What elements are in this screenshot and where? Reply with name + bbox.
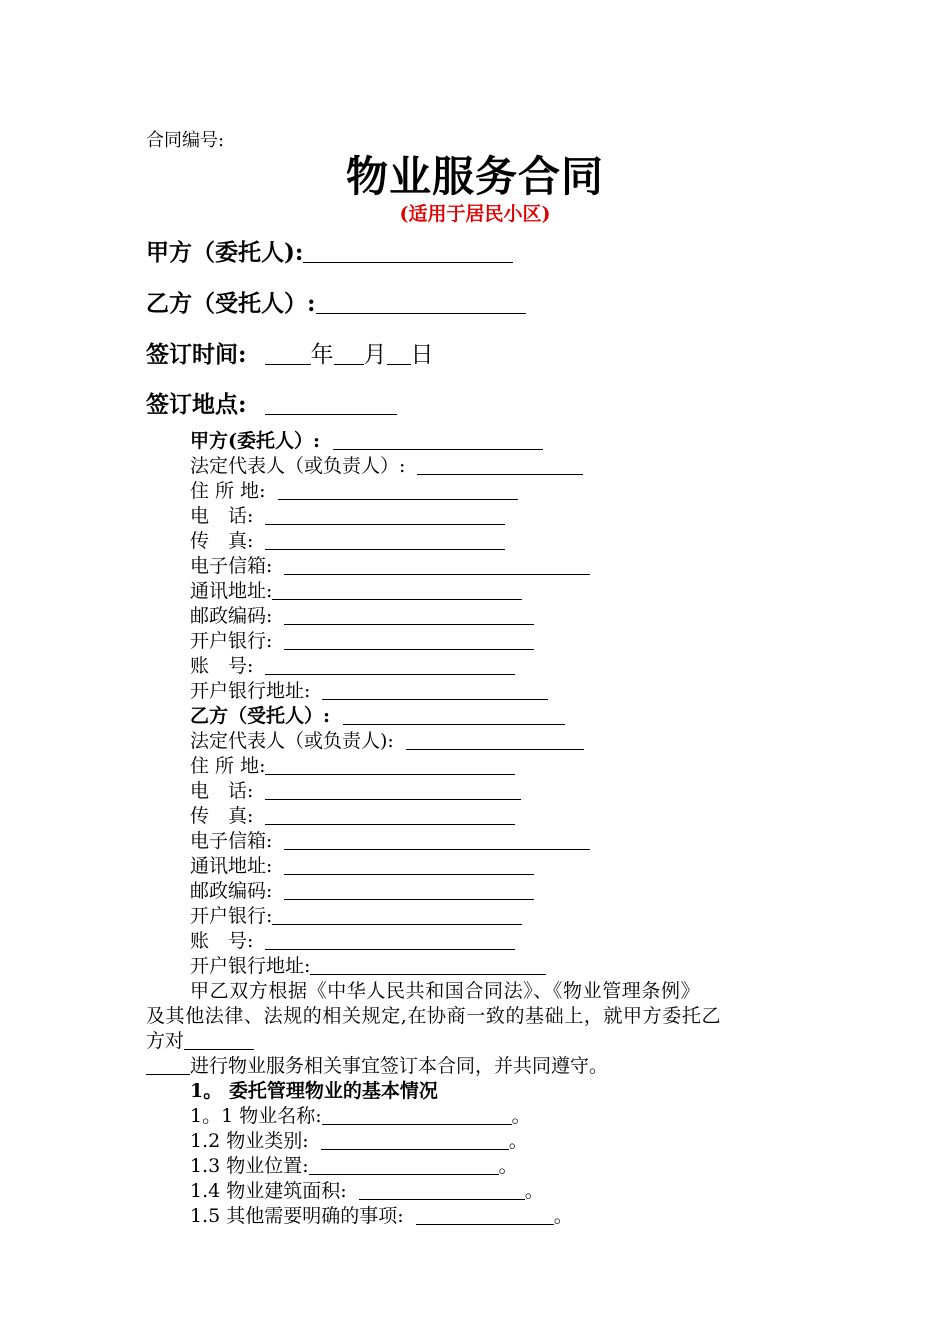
party-b-email	[190, 826, 590, 853]
party-b-bank	[190, 901, 522, 928]
cover-party-b	[146, 285, 526, 318]
party-b-heading	[190, 701, 565, 728]
party-a-bank-label: 开户银行:	[190, 630, 273, 652]
cover-party-b-blank[interactable]	[316, 290, 526, 314]
section-1-heading	[190, 1076, 438, 1103]
section-1-item-3	[190, 1151, 518, 1178]
day-label: 日	[410, 342, 434, 368]
party-a-bank-blank[interactable]	[284, 630, 534, 650]
cover-sign-time	[146, 336, 434, 369]
party-a-heading-label: 甲方(委托人）:	[190, 430, 321, 452]
party-a-postcode-label: 邮政编码:	[190, 605, 273, 627]
section-1-item-2-label: 1.2 物业类别:	[190, 1130, 309, 1152]
party-a-email-blank[interactable]	[284, 555, 590, 575]
party-b-address	[190, 751, 515, 778]
party-a-fax-label: 传 真:	[190, 530, 254, 552]
property-object-blank-cont[interactable]	[146, 1055, 190, 1075]
party-b-account-blank[interactable]	[265, 930, 515, 950]
party-b-address-blank[interactable]	[265, 755, 515, 775]
preamble-line-4-text: 进行物业服务相关事宜签订本合同，并共同遵守。	[190, 1055, 609, 1077]
party-b-bank-address-blank[interactable]	[310, 955, 546, 975]
month-label: 月	[363, 342, 387, 368]
party-b-legal-rep-label: 法定代表人（或负责人):	[190, 730, 394, 752]
party-b-fax-blank[interactable]	[265, 805, 515, 825]
section-1-number: 1	[190, 1080, 204, 1102]
party-b-mail-address	[190, 851, 534, 878]
party-a-address-label: 住 所 地:	[190, 480, 266, 502]
sign-time-label: 签订时间:	[146, 341, 247, 368]
party-a-email-label: 电子信箱:	[190, 555, 273, 577]
party-b-fax-label: 传 真:	[190, 805, 254, 827]
party-a-account	[190, 651, 515, 678]
party-a-email	[190, 551, 590, 578]
party-b-heading-label: 乙方（受托人）:	[190, 705, 331, 727]
party-a-mail-address	[190, 576, 522, 603]
party-a-address-blank[interactable]	[278, 480, 518, 500]
party-a-bank-address-label: 开户银行地址:	[190, 680, 311, 702]
party-b-name-blank[interactable]	[343, 705, 565, 725]
party-a-postcode	[190, 601, 534, 628]
section-1-item-4-label: 1.4 物业建筑面积:	[190, 1180, 347, 1202]
section-1-item-3-label: 1.3 物业位置:	[190, 1155, 309, 1177]
section-1-item-4	[190, 1176, 544, 1203]
party-a-postcode-blank[interactable]	[284, 605, 534, 625]
section-1-heading-text: 。 委托管理物业的基本情况	[203, 1080, 438, 1102]
section-1-item-1-label: 1。1 物业名称:	[190, 1105, 322, 1127]
party-a-phone	[190, 501, 505, 528]
party-a-bank	[190, 626, 534, 653]
other-matters-blank[interactable]	[416, 1205, 554, 1225]
party-a-legal-rep	[190, 451, 583, 478]
party-b-address-label: 住 所 地:	[190, 755, 266, 777]
sign-year-blank[interactable]	[265, 341, 311, 365]
party-b-bank-label: 开户银行:	[190, 905, 273, 927]
cover-party-a-blank[interactable]	[303, 239, 513, 263]
party-a-fax	[190, 526, 505, 553]
party-b-phone-blank[interactable]	[265, 780, 521, 800]
party-a-phone-blank[interactable]	[265, 505, 505, 525]
cover-party-a	[146, 234, 513, 267]
year-label: 年	[310, 342, 334, 368]
preamble-line-4	[146, 1051, 608, 1078]
party-a-address	[190, 476, 518, 503]
party-a-bank-address	[190, 676, 548, 703]
sign-day-blank[interactable]	[387, 341, 411, 365]
party-a-mail-address-blank[interactable]	[272, 580, 522, 600]
property-location-blank[interactable]	[309, 1155, 499, 1175]
party-b-phone	[190, 776, 521, 803]
party-a-account-blank[interactable]	[265, 655, 515, 675]
section-1-item-5	[190, 1201, 573, 1228]
party-b-bank-address	[190, 951, 546, 978]
party-b-bank-address-label: 开户银行地址:	[190, 955, 311, 977]
party-b-postcode-label: 邮政编码:	[190, 880, 273, 902]
party-b-account	[190, 926, 515, 953]
party-b-mail-address-label: 通讯地址:	[190, 855, 273, 877]
page-subtitle: (适用于居民小区)	[399, 203, 551, 225]
party-b-postcode	[190, 876, 534, 903]
sign-place-blank[interactable]	[265, 391, 397, 415]
party-a-name-blank[interactable]	[333, 430, 543, 450]
property-object-blank[interactable]	[184, 1030, 254, 1050]
property-type-blank[interactable]	[321, 1130, 509, 1150]
party-b-mail-address-blank[interactable]	[284, 855, 534, 875]
party-b-fax	[190, 801, 515, 828]
property-name-blank[interactable]	[322, 1105, 512, 1125]
sign-month-blank[interactable]	[334, 341, 364, 365]
period-mark: 。	[511, 1105, 531, 1127]
party-b-legal-rep	[190, 726, 584, 753]
sign-place-label: 签订地点:	[146, 391, 247, 418]
period-mark: 。	[508, 1130, 528, 1152]
party-a-heading	[190, 426, 543, 453]
party-b-email-label: 电子信箱:	[190, 830, 273, 852]
building-area-blank[interactable]	[359, 1180, 525, 1200]
party-b-legal-rep-blank[interactable]	[406, 730, 584, 750]
section-1-item-2	[190, 1126, 528, 1153]
cover-party-b-label: 乙方（受托人）:	[146, 290, 316, 317]
preamble-line-2: 及其他法律、法规的相关规定,在协商一致的基础上，就甲方委托乙	[146, 1005, 722, 1027]
period-mark: 。	[524, 1180, 544, 1202]
party-a-legal-rep-blank[interactable]	[417, 455, 583, 475]
period-mark: 。	[498, 1155, 518, 1177]
period-mark: 。	[553, 1205, 573, 1227]
section-1-item-1	[190, 1101, 531, 1128]
section-1-item-5-label: 1.5 其他需要明确的事项:	[190, 1205, 404, 1227]
preamble-line-3	[146, 1026, 254, 1053]
contract-number-label: 合同编号:	[146, 130, 225, 151]
party-b-account-label: 账 号:	[190, 930, 254, 952]
party-a-mail-address-label: 通讯地址:	[190, 580, 273, 602]
party-a-bank-address-blank[interactable]	[322, 680, 548, 700]
party-b-postcode-blank[interactable]	[284, 880, 534, 900]
party-a-phone-label: 电 话:	[190, 505, 254, 527]
party-b-email-blank[interactable]	[284, 830, 590, 850]
cover-sign-place	[146, 386, 397, 419]
party-a-account-label: 账 号:	[190, 655, 254, 677]
party-b-bank-blank[interactable]	[272, 905, 522, 925]
party-b-phone-label: 电 话:	[190, 780, 254, 802]
page-title: 物业服务合同	[345, 152, 604, 201]
preamble-line-1: 甲乙双方根据《中华人民共和国合同法》、《物业管理条例》	[190, 980, 701, 1002]
party-a-legal-rep-label: 法定代表人（或负责人）:	[190, 455, 406, 477]
party-a-fax-blank[interactable]	[265, 530, 505, 550]
preamble-line-3-text: 方对	[146, 1030, 185, 1052]
cover-party-a-label: 甲方（委托人):	[146, 239, 304, 266]
